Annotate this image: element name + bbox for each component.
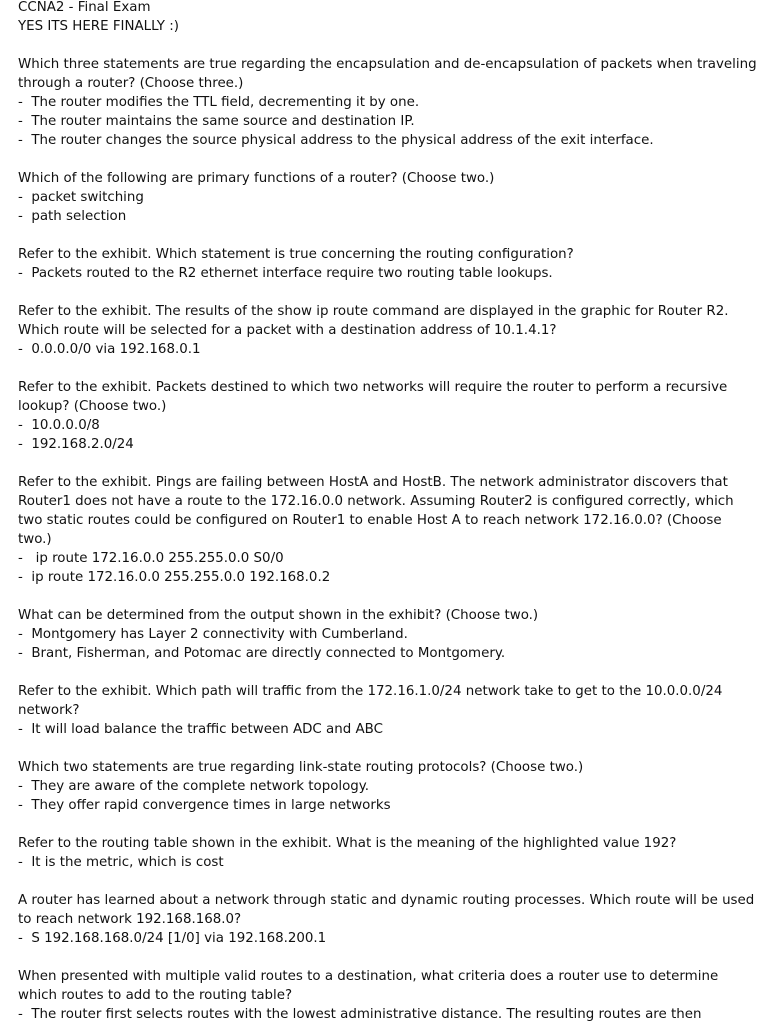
question-text: A router has learned about a network through static and dynamic routing processes. Which route will be used to reach network 192.168.168.0? [18, 893, 755, 927]
question-text: Refer to the exhibit. Which statement is true concerning the routing configuration? [18, 247, 574, 262]
question-text: Which three statements are true regarding the encapsulation and de-encapsulation of packets when traveling through a router? (Choose three.) [18, 57, 757, 91]
question-text: Which of the following are primary functions of a router? (Choose two.) [18, 171, 495, 186]
question-text: Refer to the exhibit. Pings are failing between HostA and HostB. The network administrator discovers that Router1 does not have a route to the 172.16.0.0 network. Assuming Router2 is configured correctly, which two static routes could be configured on Router1 to enable Host A to reach network 172.16.0.0? (Choose two.) [18, 475, 734, 547]
question-block [18, 302, 758, 359]
question-text: Refer to the exhibit. The results of the show ip route command are displayed in the graphic for Router R2. Which route will be selected for a packet with a destination address of 10.1.4.1? [18, 304, 729, 338]
question-list [18, 55, 758, 1024]
page-title: CCNA2 - Final Exam [18, 0, 151, 15]
question-block [18, 55, 758, 150]
answer-item: - S 192.168.168.0/24 [1/0] via 192.168.200.1 [18, 931, 327, 946]
question-block [18, 891, 758, 948]
question-block [18, 378, 758, 454]
answer-item: - packet switching [18, 190, 144, 205]
question-block [18, 967, 758, 1024]
answer-item: - It will load balance the traffic between ADC and ABC [18, 722, 383, 737]
answer-item: - 10.0.0.0/8 [18, 418, 100, 433]
answer-item: - 0.0.0.0/0 via 192.168.0.1 [18, 342, 201, 357]
answer-item: - Packets routed to the R2 ethernet interface require two routing table lookups. [18, 266, 553, 281]
answer-item: - The router maintains the same source and destination IP. [18, 114, 415, 129]
question-block [18, 682, 758, 739]
page-subtitle: YES ITS HERE FINALLY :) [18, 19, 179, 34]
answer-item: - The router modifies the TTL field, decrementing it by one. [18, 95, 420, 110]
question-block [18, 834, 758, 872]
answer-item: - Montgomery has Layer 2 connectivity with Cumberland. [18, 627, 408, 642]
answer-item: - It is the metric, which is cost [18, 855, 224, 870]
answer-item: - 192.168.2.0/24 [18, 437, 134, 452]
question-block [18, 606, 758, 663]
answer-item: - path selection [18, 209, 127, 224]
question-text: What can be determined from the output shown in the exhibit? (Choose two.) [18, 608, 539, 623]
question-block [18, 473, 758, 587]
answer-item: - Brant, Fisherman, and Potomac are directly connected to Montgomery. [18, 646, 506, 661]
question-block [18, 169, 758, 226]
answer-item: - They offer rapid convergence times in large networks [18, 798, 391, 813]
question-block [18, 758, 758, 815]
question-text: When presented with multiple valid routes to a destination, what criteria does a router use to determine which routes to add to the routing table? [18, 969, 719, 1003]
answer-item: - They are aware of the complete network topology. [18, 779, 370, 794]
question-text: Refer to the exhibit. Packets destined to which two networks will require the router to perform a recursive lookup? (Choose two.) [18, 380, 728, 414]
question-block [18, 245, 758, 283]
document-body [18, 0, 758, 1024]
answer-item: - ip route 172.16.0.0 255.255.0.0 S0/0 [18, 551, 284, 566]
answer-item: - ip route 172.16.0.0 255.255.0.0 192.168.0.2 [18, 570, 331, 585]
question-text: Refer to the exhibit. Which path will traffic from the 172.16.1.0/24 network take to get to the 10.0.0.0/24 network? [18, 684, 723, 718]
answer-item: - The router changes the source physical address to the physical address of the exit interface. [18, 133, 654, 148]
question-text: Refer to the routing table shown in the exhibit. What is the meaning of the highlighted value 192? [18, 836, 677, 851]
answer-item: - The router first selects routes with the lowest administrative distance. The resulting routes are then [18, 1007, 702, 1022]
question-text: Which two statements are true regarding link-state routing protocols? (Choose two.) [18, 760, 584, 775]
